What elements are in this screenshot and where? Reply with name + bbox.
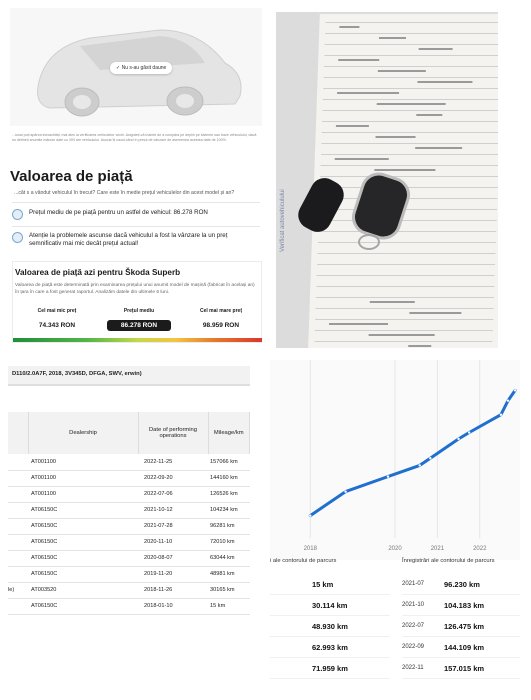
odometer-date: 2021-10: [402, 602, 425, 608]
odometer-row: [402, 595, 520, 616]
paper-rule: [315, 319, 493, 320]
table-cell-dealer: AT06150C: [28, 550, 138, 566]
table-cell-dealer: AT06150C: [28, 566, 138, 582]
table-cell-km: 30165 km: [208, 582, 250, 598]
min-price-label: Cel mai mic preț: [37, 308, 77, 314]
table-cell-pre: [8, 550, 28, 566]
paper-rule: [318, 242, 496, 243]
column-header: [8, 412, 28, 454]
table-cell-pre: [8, 598, 28, 614]
paper-rule: [316, 286, 494, 287]
data-point: [457, 438, 459, 440]
table-cell-date: 2022-09-20: [138, 470, 208, 486]
odometer-readings-right: [402, 558, 520, 679]
x-tick-label: 2021: [430, 546, 445, 552]
max-price-label: Cel mai mare preț: [200, 308, 242, 314]
odometer-chart: [270, 360, 520, 560]
paper-text: [377, 103, 446, 105]
divider: [12, 226, 260, 227]
paper-rule: [324, 77, 498, 78]
paper-rule: [316, 308, 494, 309]
table-row: [8, 518, 250, 534]
odometer-row: [402, 574, 520, 595]
x-tick-label: 2018: [303, 546, 317, 552]
table-cell-dealer: AT06150C: [28, 518, 138, 534]
market-value-subtitle: ...căt s a vândut vehiculul în trecut? Care este în medie prețul vehiculelor din acest model și an?: [14, 190, 235, 196]
x-tick-label: 2022: [473, 546, 487, 552]
table-cell-km: 15 km: [208, 598, 250, 614]
table-row: [8, 550, 250, 566]
x-tick-label: 2020: [388, 546, 402, 552]
table-cell-dealer: AT003520: [28, 582, 138, 598]
odometer-header-right: Înregistrări ale contorului de parcurs: [402, 558, 495, 564]
odometer-km: 104.183 km: [444, 600, 485, 610]
table-row: [8, 502, 250, 518]
paper-rule: [318, 231, 496, 232]
column-header-dealership: Dealership: [28, 412, 138, 454]
table-cell-km: 72010 km: [208, 534, 250, 550]
odometer-date: 2022-09: [402, 644, 425, 650]
column-header-mileage: Mileage/km: [208, 412, 250, 454]
table-cell-km: 48981 km: [208, 566, 250, 582]
odometer-km: 126.475 km: [444, 621, 485, 631]
market-value-title: Valoarea de piață: [10, 168, 133, 185]
odometer-chart-svg: [270, 360, 520, 560]
odometer-date: 2022-11: [402, 665, 424, 671]
warning-text: Atenție la problemele ascunse dacă vehiculul a fost la vânzare la un preț semnificativ mai mic decât prețul actual!: [29, 232, 228, 247]
max-price-value: 98.959 RON: [202, 322, 240, 329]
paper-text: [374, 169, 435, 171]
paper-text: [337, 92, 399, 94]
table-cell-date: 2021-10-12: [138, 502, 208, 518]
odometer-row: [402, 658, 520, 679]
paper-text: [336, 125, 369, 127]
table-row: [8, 486, 250, 502]
paper-text: [378, 70, 426, 72]
data-point: [500, 414, 502, 416]
data-point: [507, 399, 509, 401]
avg-price: [107, 308, 171, 331]
paper-rule: [319, 209, 497, 210]
paper-text: [419, 48, 453, 50]
table-cell-pre: le): [8, 582, 28, 598]
paper-text: [370, 301, 415, 303]
paper-rule: [322, 132, 498, 133]
odometer-readings-left: [270, 558, 390, 679]
key-ring: [358, 234, 380, 250]
paper-rule: [321, 165, 498, 166]
warning-icon: [12, 232, 23, 243]
table-cell-dealer: AT001100: [28, 486, 138, 502]
odometer-km: 157.015 km: [444, 663, 485, 673]
table-cell-dealer: AT001100: [28, 454, 138, 470]
table-cell-km: 96281 km: [208, 518, 250, 534]
odometer-date: 2021-07: [402, 581, 425, 587]
odometer-km: 96.230 km: [444, 579, 480, 589]
odometer-row: [402, 637, 520, 658]
odometer-row: [270, 595, 390, 616]
odometer-series-line: [310, 390, 515, 515]
table-cell-dealer: AT06150C: [28, 502, 138, 518]
average-price-info: [12, 209, 260, 220]
table-cell-pre: [8, 454, 28, 470]
car-image: [10, 8, 262, 126]
table-cell-pre: [8, 470, 28, 486]
data-point: [429, 457, 431, 459]
odometer-header-left: i ale contorului de parcurs: [270, 558, 337, 564]
paper-rule: [326, 22, 498, 23]
paper-rule: [314, 341, 492, 342]
paper-text: [408, 345, 431, 347]
table-cell-pre: [8, 518, 28, 534]
table-cell-dealer: AT06150C: [28, 534, 138, 550]
paper-rule: [325, 44, 498, 45]
table-cell-date: 2020-08-07: [138, 550, 208, 566]
table-cell-date: 2022-11-25: [138, 454, 208, 470]
paper-text: [417, 81, 472, 83]
market-card-description: Valoarea de piață este determinată prin examinarea prețului unui anumit model de mașină (fabricat în același an) în țara în care a fost generat raportul. Analizăm datele din ultimele 6 luni.: [15, 283, 255, 295]
service-table: [8, 412, 250, 615]
odometer-row: [270, 616, 390, 637]
no-damage-badge: ✓ Nu s-au găsit daune: [110, 62, 172, 74]
table-cell-km: 63044 km: [208, 550, 250, 566]
vehicle-header-bar: [8, 366, 250, 386]
table-cell-km: 144160 km: [208, 470, 250, 486]
paper-rule: [316, 297, 494, 298]
paper-text: [379, 37, 406, 39]
paper-rule: [324, 55, 498, 56]
divider: [12, 202, 260, 203]
table-cell-km: 157066 km: [208, 454, 250, 470]
paper-rule: [315, 330, 493, 331]
vehicle-title: D110/2.0A7F, 2018, 3V345D, DFGA, SWV, erwin): [12, 371, 142, 377]
table-row: [8, 566, 250, 582]
table-row: [8, 582, 250, 598]
table-cell-date: 2018-11-26: [138, 582, 208, 598]
paper-rule: [323, 88, 498, 89]
paper-text: [409, 312, 461, 314]
paper-rule: [322, 121, 498, 122]
table-row: [8, 598, 250, 614]
table-cell-date: 2018-01-10: [138, 598, 208, 614]
paper-rule: [321, 143, 498, 144]
intro-text: ...ional poți apărea inexactități, mai ales la verificarea vehiculelor vechi. Asiguteți-vă înainte de a cumpăra pe deplin pe sisteme sau baze vehiculului, dacă nu detineți anumite mânuie date cu VIN are vehiculului. Asocia îți cazul când în prețul de vânzare de asemenea acestea date de 100%.: [12, 133, 257, 142]
table-row: [8, 534, 250, 550]
paper-text: [416, 114, 442, 116]
data-point: [419, 464, 421, 466]
paper-rule: [324, 66, 498, 67]
paper-rule: [325, 33, 498, 34]
paper-text: [339, 26, 359, 28]
paper-rule: [317, 264, 495, 265]
table-cell-pre: [8, 566, 28, 582]
paper-rule: [321, 154, 498, 155]
table-cell-dealer: AT06150C: [28, 598, 138, 614]
document-stamp: Verificat autovehiculului: [280, 189, 286, 252]
market-card-title: Valoarea de piață azi pentru Škoda Superb: [15, 268, 181, 277]
paper-text: [415, 147, 462, 149]
odometer-panel: [270, 360, 520, 682]
column-header-date: Date of performing operations: [138, 412, 208, 454]
odometer-km: 30.114 km: [312, 600, 348, 610]
table-cell-date: 2021-07-28: [138, 518, 208, 534]
data-point: [387, 475, 389, 477]
paper-text: [376, 136, 416, 138]
keys-photo: [276, 12, 498, 348]
table-cell-pre: [8, 502, 28, 518]
data-point: [514, 389, 516, 391]
table-cell-dealer: AT001100: [28, 470, 138, 486]
data-point: [344, 490, 346, 492]
table-row: [8, 470, 250, 486]
min-price: [25, 308, 89, 331]
min-price-value: 74.343 RON: [38, 322, 76, 329]
odometer-km: 62.993 km: [312, 642, 348, 652]
data-point: [468, 431, 470, 433]
odometer-km: 144.109 km: [444, 642, 485, 652]
table-row: [8, 454, 250, 470]
paper-rule: [320, 176, 498, 177]
paper-rule: [317, 253, 495, 254]
paper-text: [329, 323, 388, 325]
table-cell-km: 104234 km: [208, 502, 250, 518]
odometer-row: [402, 616, 520, 637]
odometer-km: 15 km: [312, 579, 334, 589]
paper-text: [369, 334, 435, 336]
odometer-km: 48.930 km: [312, 621, 348, 631]
paper-rule: [323, 99, 498, 100]
price-icon: [12, 209, 23, 220]
table-header: [8, 412, 250, 454]
odometer-row: [270, 637, 390, 658]
price-gradient-bar: [13, 338, 262, 342]
paper-rule: [319, 220, 497, 221]
paper-rule: [317, 275, 495, 276]
odometer-km: 71.959 km: [312, 663, 348, 673]
market-value-panel: [10, 8, 262, 344]
paper-text: [335, 158, 389, 160]
max-price: [189, 308, 253, 331]
avg-price-label: Prețul mediu: [123, 308, 155, 314]
average-price-text: Prețul mediu de pe piață pentru un astfel de vehicul: 86.278 RON: [29, 209, 208, 216]
table-cell-pre: [8, 486, 28, 502]
avg-price-value: 86.278 RON: [107, 320, 171, 331]
table-cell-date: 2020-11-10: [138, 534, 208, 550]
market-value-card: [12, 261, 262, 343]
odometer-row: [270, 574, 390, 595]
table-cell-date: 2022-07-06: [138, 486, 208, 502]
table-cell-pre: [8, 534, 28, 550]
data-point: [309, 514, 311, 516]
odometer-row: [270, 658, 390, 679]
paper-rule: [322, 110, 498, 111]
service-history-panel: [8, 360, 250, 620]
paper-text: [338, 59, 379, 61]
odometer-date: 2022-07: [402, 623, 425, 629]
table-cell-date: 2019-11-20: [138, 566, 208, 582]
table-cell-km: 126526 km: [208, 486, 250, 502]
warning-info: [12, 232, 260, 248]
